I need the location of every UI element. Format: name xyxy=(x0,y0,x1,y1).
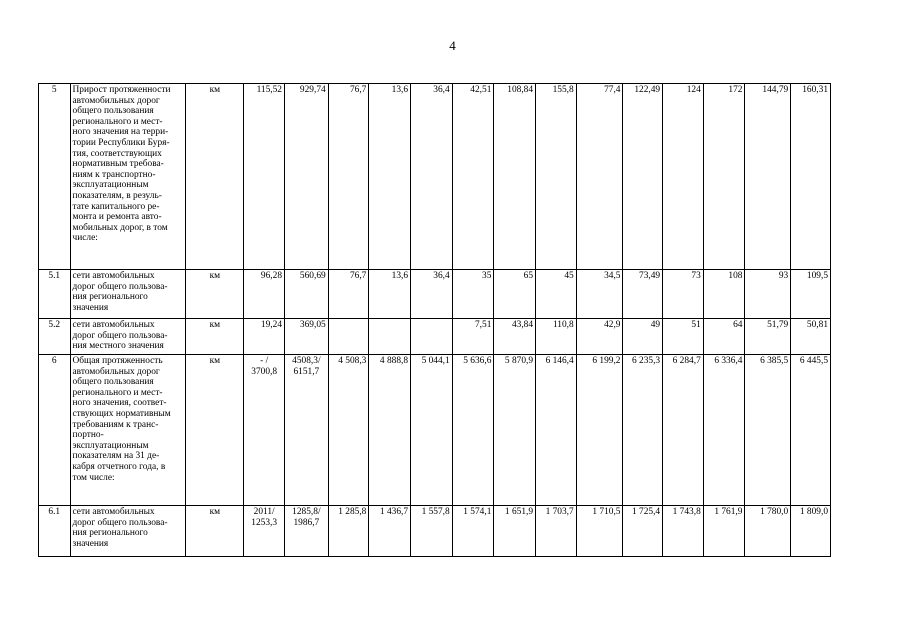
year-value-cell: 45 xyxy=(536,270,577,319)
table-row xyxy=(39,270,831,319)
row-number-cell: 5 xyxy=(39,84,71,270)
indicator-name-line: показателям на 31 де- xyxy=(72,451,160,462)
year-value-cell: 124 xyxy=(663,84,704,270)
year-value-cell: 6 284,7 xyxy=(663,355,704,506)
indicator-name-cell xyxy=(70,506,186,557)
indicator-name-line: ного значения на терри- xyxy=(72,127,169,138)
base-value-cell xyxy=(244,270,285,319)
indicator-name-line: общего пользования xyxy=(72,377,154,388)
year-value-cell: 73,49 xyxy=(623,270,663,319)
total-value-cell xyxy=(285,319,329,355)
indicator-name-line: нормативным требова- xyxy=(72,159,164,170)
year-value-cell: 1 710,5 xyxy=(576,506,623,557)
indicator-name-line: тории Республики Буря- xyxy=(72,137,170,148)
year-value-cell: 51,79 xyxy=(745,319,791,355)
indicator-name-cell xyxy=(70,319,186,355)
year-value-cell: 6 445,5 xyxy=(791,355,831,506)
year-value-cell: 36,4 xyxy=(411,84,453,270)
total-value-cell xyxy=(285,355,329,506)
year-value-cell: 7,51 xyxy=(452,319,494,355)
base-value-line: - / xyxy=(260,356,269,366)
table-row xyxy=(39,506,831,557)
year-value-cell: 1 285,8 xyxy=(328,506,369,557)
base-value-line: 3700,8 xyxy=(251,366,278,377)
indicator-name-line: дорог общего пользова- xyxy=(72,281,168,292)
base-value-cell xyxy=(244,319,285,355)
year-value-cell xyxy=(411,319,453,355)
year-value-cell: 49 xyxy=(623,319,663,355)
year-value-cell: 42,9 xyxy=(576,319,623,355)
indicator-name-line: ния регионального xyxy=(72,528,148,539)
year-value-cell: 108 xyxy=(703,270,745,319)
indicator-name-cell xyxy=(70,84,186,270)
year-value-cell: 6 336,4 xyxy=(703,355,745,506)
base-value-cell xyxy=(244,84,285,270)
indicator-name-line: том числе: xyxy=(72,472,115,483)
year-value-cell: 77,4 xyxy=(576,84,623,270)
indicator-name-line: требованиям к транс- xyxy=(72,419,159,430)
indicator-name-line: мобильных дорог, в том xyxy=(72,222,168,233)
indicator-name-line: дорог общего пользова- xyxy=(72,330,168,341)
indicator-name-line: показателям, в резуль- xyxy=(72,190,162,201)
unit-cell: км xyxy=(186,506,244,557)
indicator-name-line: монта и ремонта авто- xyxy=(72,212,162,223)
indicator-name-line: числе: xyxy=(72,233,98,244)
indicator-name-line: дорог общего пользова- xyxy=(72,517,168,528)
year-value-cell: 1 809,0 xyxy=(791,506,831,557)
indicator-name-line: сети автомобильных xyxy=(72,320,155,330)
total-value-cell xyxy=(285,506,329,557)
year-value-cell: 42,51 xyxy=(452,84,494,270)
indicator-name-line: ствующих нормативным xyxy=(72,408,171,419)
year-value-cell: 1 651,9 xyxy=(494,506,536,557)
table-row xyxy=(39,319,831,355)
year-value-cell: 6 146,4 xyxy=(536,355,577,506)
base-value-line: 96,28 xyxy=(260,271,282,281)
year-value-cell: 1 557,8 xyxy=(411,506,453,557)
year-value-cell: 109,5 xyxy=(791,270,831,319)
unit-cell: км xyxy=(186,319,244,355)
year-value-cell: 160,31 xyxy=(791,84,831,270)
year-value-cell: 76,7 xyxy=(328,84,369,270)
indicator-name-line: значения xyxy=(72,302,109,313)
base-value-cell xyxy=(244,506,285,557)
year-value-cell: 4 888,8 xyxy=(369,355,411,506)
indicator-name-line: кабря отчетного года, в xyxy=(72,461,166,472)
indicator-name-line: автомобильных дорог xyxy=(72,366,160,377)
year-value-cell: 4 508,3 xyxy=(328,355,369,506)
base-value-cell xyxy=(244,355,285,506)
year-value-cell: 108,84 xyxy=(494,84,536,270)
page-number: 4 xyxy=(449,38,456,53)
base-value-line: 2011/ xyxy=(253,507,275,517)
indicator-name-line: сети автомобильных xyxy=(72,271,155,281)
year-value-cell: 1 725,4 xyxy=(623,506,663,557)
year-value-cell: 5 044,1 xyxy=(411,355,453,506)
total-value-line: 929,74 xyxy=(299,85,326,95)
table-row xyxy=(39,84,831,270)
year-value-cell: 65 xyxy=(494,270,536,319)
year-value-cell: 6 199,2 xyxy=(576,355,623,506)
unit-cell: км xyxy=(186,84,244,270)
table-row xyxy=(39,355,831,506)
base-value-line: 19,24 xyxy=(260,320,282,330)
indicator-name-line: ного значения, соответ- xyxy=(72,398,167,409)
year-value-cell: 76,7 xyxy=(328,270,369,319)
total-value-line: 1285,8/ xyxy=(292,507,321,517)
total-value-line: 1986,7 xyxy=(293,517,320,528)
indicator-name-line: тате капитального ре- xyxy=(72,201,160,212)
year-value-cell: 155,8 xyxy=(536,84,577,270)
year-value-cell: 64 xyxy=(703,319,745,355)
year-value-cell: 34,5 xyxy=(576,270,623,319)
indicator-name-line: сети автомобильных xyxy=(72,507,155,517)
indicator-name-line: автомобильных дорог xyxy=(72,95,160,106)
total-value-cell xyxy=(285,270,329,319)
indicator-name-line: Прирост протяженности xyxy=(72,85,171,95)
indicator-name-cell xyxy=(70,355,186,506)
total-value-cell xyxy=(285,84,329,270)
year-value-cell: 36,4 xyxy=(411,270,453,319)
indicator-name-line: ния местного значения xyxy=(72,341,164,352)
indicator-name-line: ния регионального xyxy=(72,292,148,303)
year-value-cell: 93 xyxy=(745,270,791,319)
year-value-cell: 51 xyxy=(663,319,704,355)
base-value-line: 115,52 xyxy=(256,85,282,95)
year-value-cell: 1 761,9 xyxy=(703,506,745,557)
year-value-cell: 35 xyxy=(452,270,494,319)
indicators-table xyxy=(38,83,831,557)
total-value-line: 4508,3/ xyxy=(292,356,321,366)
year-value-cell: 144,79 xyxy=(745,84,791,270)
year-value-cell: 6 235,3 xyxy=(623,355,663,506)
unit-cell: км xyxy=(186,355,244,506)
base-value-line: 1253,3 xyxy=(251,517,278,528)
year-value-cell: 13,6 xyxy=(369,84,411,270)
indicator-name-line: регионального и мест- xyxy=(72,387,163,398)
year-value-cell: 172 xyxy=(703,84,745,270)
total-value-line: 560,69 xyxy=(299,271,326,281)
total-value-line: 369,05 xyxy=(299,320,326,330)
indicator-name-line: ниям к транспортно- xyxy=(72,169,156,180)
year-value-cell: 1 436,7 xyxy=(369,506,411,557)
year-value-cell: 1 780,0 xyxy=(745,506,791,557)
year-value-cell: 110,8 xyxy=(536,319,577,355)
year-value-cell: 73 xyxy=(663,270,704,319)
unit-cell: км xyxy=(186,270,244,319)
year-value-cell: 1 703,7 xyxy=(536,506,577,557)
row-number-cell: 5.2 xyxy=(39,319,71,355)
indicator-name-line: регионального и мест- xyxy=(72,116,163,127)
year-value-cell xyxy=(369,319,411,355)
year-value-cell: 122,49 xyxy=(623,84,663,270)
indicator-name-line: портно- xyxy=(72,430,104,441)
year-value-cell: 13,6 xyxy=(369,270,411,319)
year-value-cell: 1 743,8 xyxy=(663,506,704,557)
indicator-name-line: общего пользования xyxy=(72,106,154,117)
year-value-cell: 50,81 xyxy=(791,319,831,355)
indicator-name-line: эксплуатационным xyxy=(72,180,149,191)
indicator-name-line: значения xyxy=(72,538,109,549)
year-value-cell: 5 870,9 xyxy=(494,355,536,506)
indicator-name-cell xyxy=(70,270,186,319)
year-value-cell: 1 574,1 xyxy=(452,506,494,557)
indicator-name-line: тия, соответствующих xyxy=(72,148,162,159)
row-number-cell: 6.1 xyxy=(39,506,71,557)
indicator-name-line: эксплуатационным xyxy=(72,440,149,451)
year-value-cell xyxy=(328,319,369,355)
year-value-cell: 6 385,5 xyxy=(745,355,791,506)
total-value-line: 6151,7 xyxy=(293,366,320,377)
year-value-cell: 5 636,6 xyxy=(452,355,494,506)
indicator-name-line: Общая протяженность xyxy=(72,356,163,366)
row-number-cell: 5.1 xyxy=(39,270,71,319)
year-value-cell: 43,84 xyxy=(494,319,536,355)
row-number-cell: 6 xyxy=(39,355,71,506)
